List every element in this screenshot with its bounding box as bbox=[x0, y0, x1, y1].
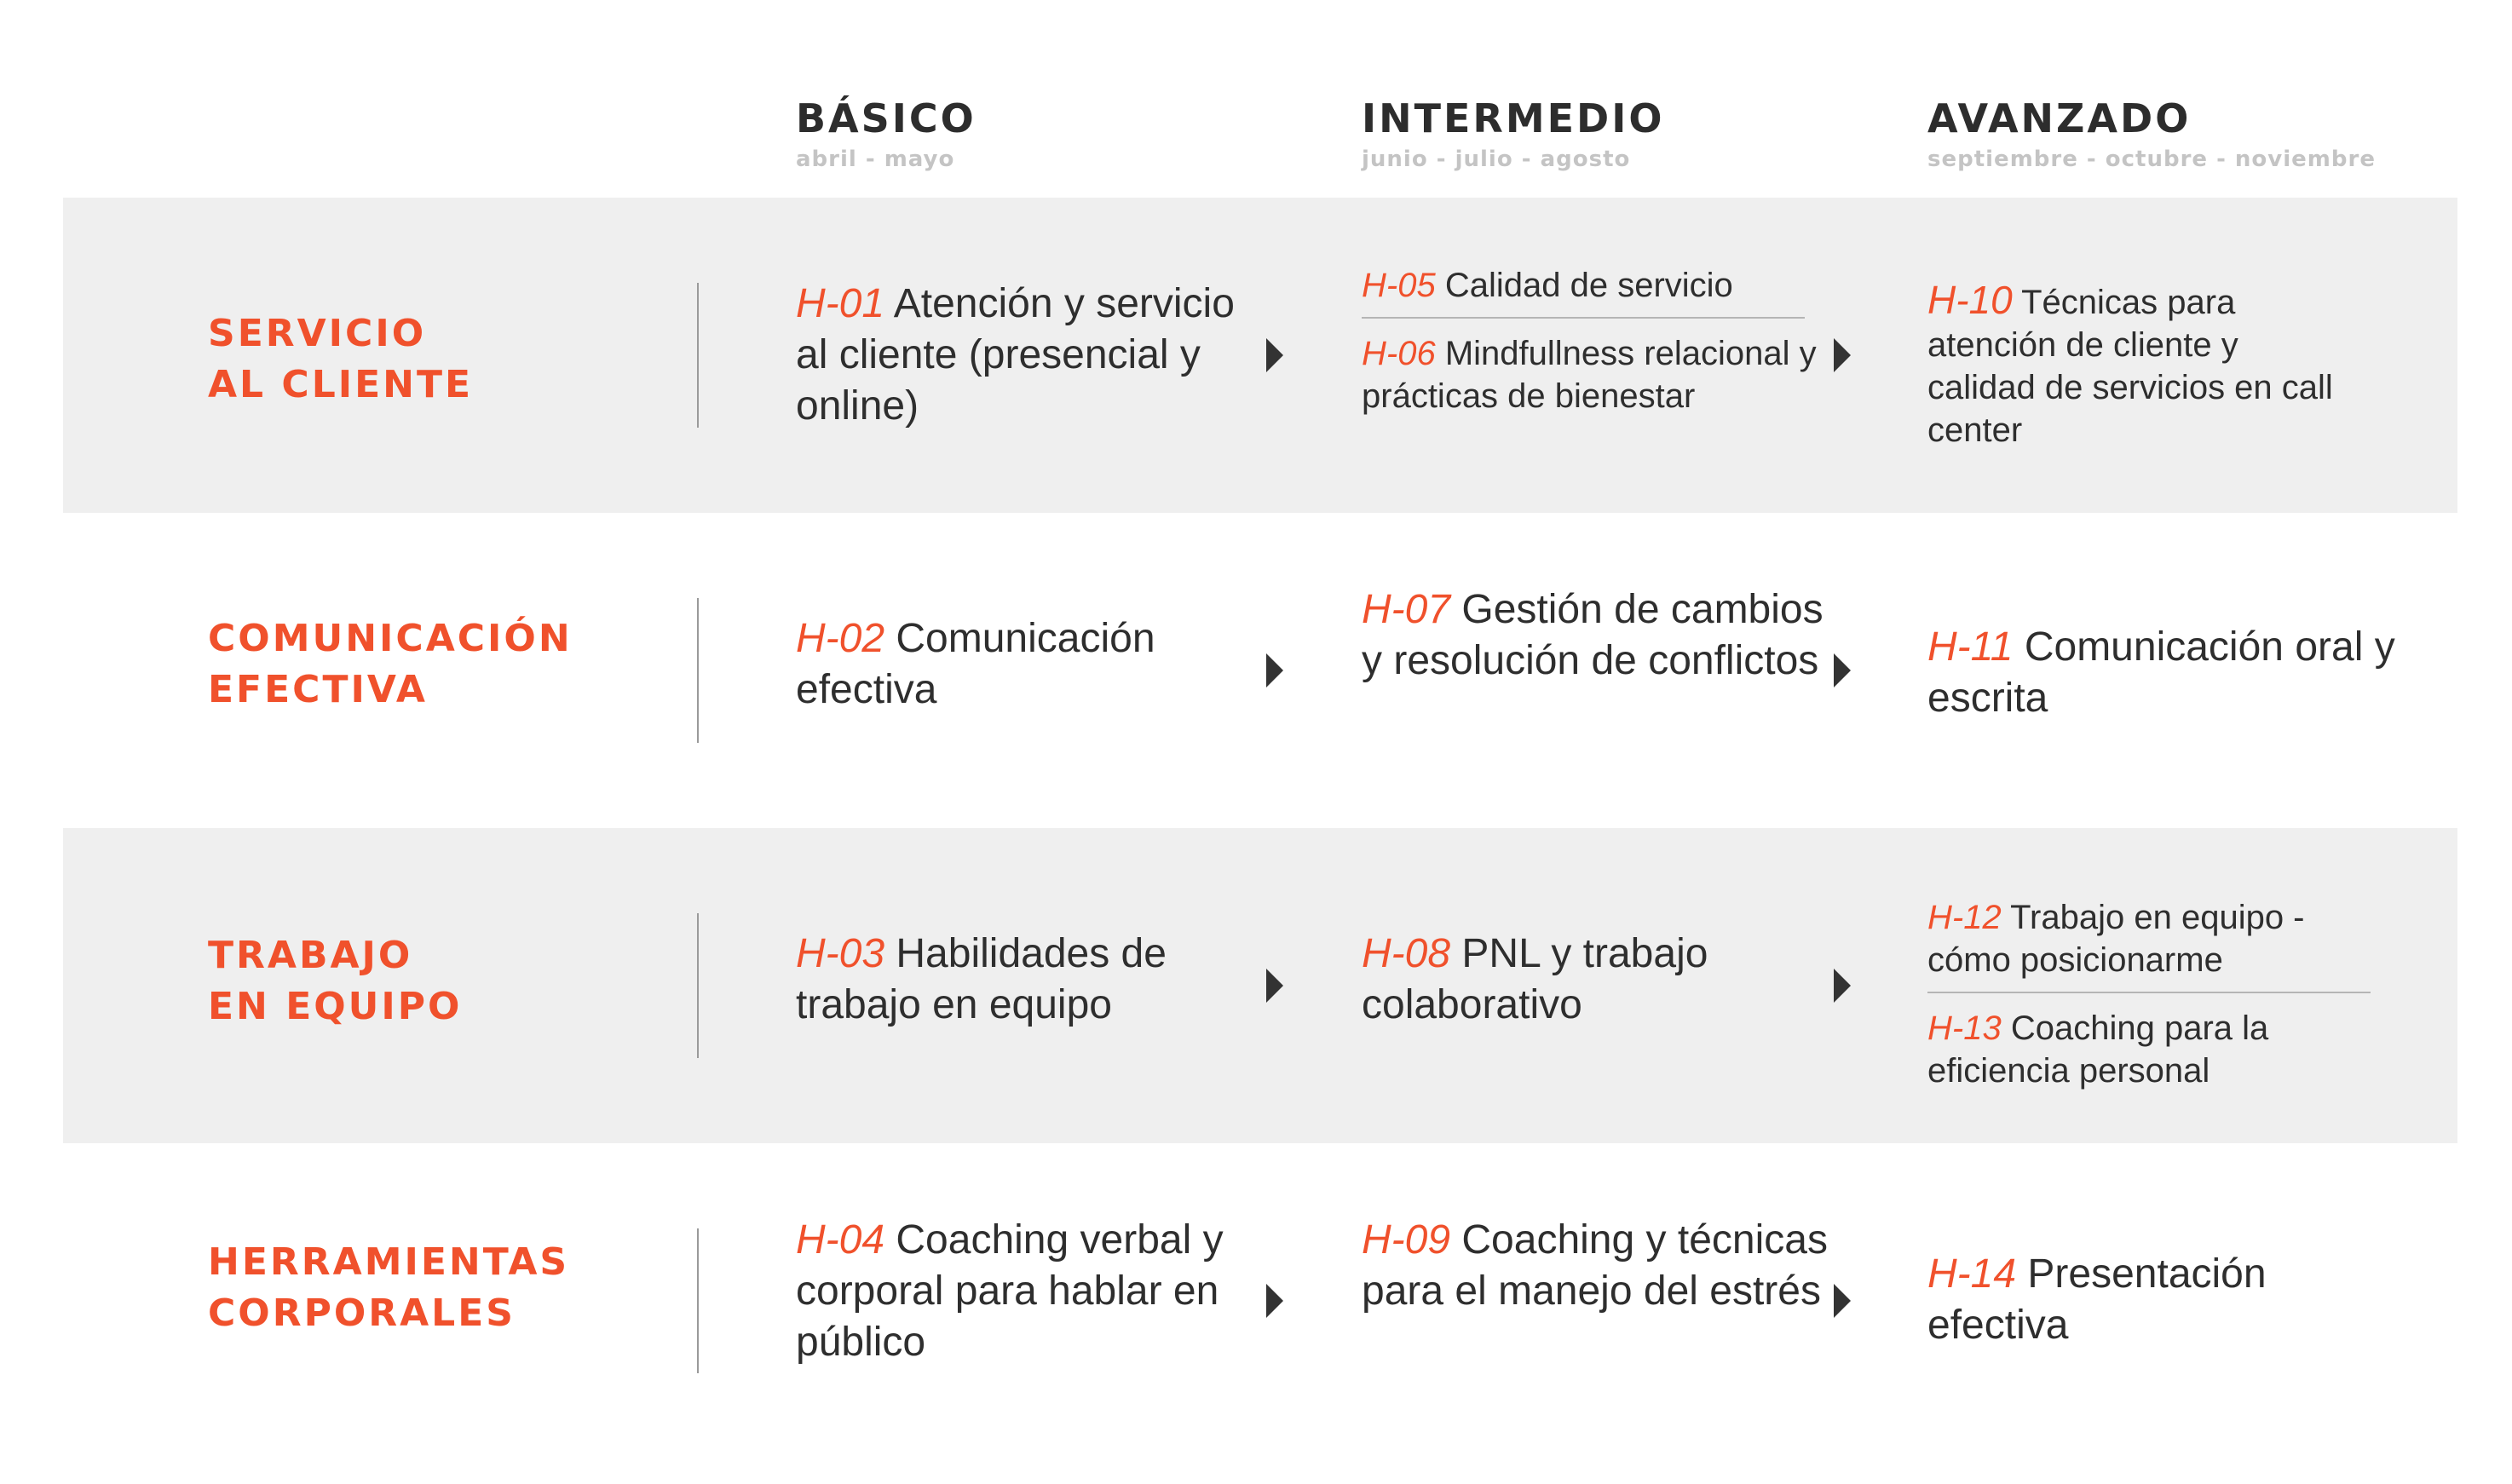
column-header-intermediate bbox=[1362, 92, 1664, 174]
level-months: abril - mayo bbox=[796, 147, 955, 172]
arrow-right-icon bbox=[1266, 1284, 1283, 1318]
course-title: Atención y servicio al cliente (presencial y online) bbox=[796, 281, 1235, 429]
category-line: EFECTIVA bbox=[208, 668, 428, 711]
row-herramientas-corporales bbox=[63, 1143, 2457, 1458]
column-header-basic bbox=[796, 92, 977, 174]
course-code: H-11 bbox=[1927, 624, 2014, 670]
category-label bbox=[208, 1237, 569, 1339]
level-title: BÁSICO bbox=[796, 95, 977, 141]
course-basic bbox=[796, 279, 1273, 432]
course-code: H-12 bbox=[1927, 899, 2002, 936]
course-code: H-06 bbox=[1362, 335, 1436, 372]
course-basic bbox=[796, 929, 1273, 1031]
course-code: H-05 bbox=[1362, 267, 1436, 304]
course-item bbox=[1927, 1007, 2371, 1092]
course-code: H-08 bbox=[1362, 931, 1451, 976]
course-title: Mindfullness relacional y prácticas de bienestar bbox=[1362, 335, 1817, 415]
arrow-right-icon bbox=[1834, 338, 1851, 372]
row-trabajo-en-equipo bbox=[63, 828, 2457, 1143]
course-code: H-03 bbox=[796, 931, 885, 976]
course-title: Gestión de cambios y resolución de conflictos bbox=[1362, 587, 1824, 683]
course-advanced bbox=[1927, 622, 2405, 724]
course-code: H-13 bbox=[1927, 1009, 2002, 1047]
course-title: Trabajo en equipo - cómo posicionarme bbox=[1927, 899, 2305, 979]
item-separator bbox=[1927, 992, 2371, 993]
category-label bbox=[208, 308, 473, 411]
category-line: EN EQUIPO bbox=[208, 985, 463, 1028]
course-advanced bbox=[1927, 279, 2354, 452]
course-intermediate bbox=[1362, 264, 1839, 417]
course-title: PNL y trabajo colaborativo bbox=[1362, 931, 1708, 1027]
arrow-right-icon bbox=[1834, 969, 1851, 1003]
course-advanced bbox=[1927, 1249, 2405, 1351]
course-code: H-07 bbox=[1362, 587, 1451, 632]
level-title: AVANZADO bbox=[1927, 95, 2192, 141]
arrow-right-icon bbox=[1266, 338, 1283, 372]
column-header-advanced bbox=[1927, 92, 2376, 174]
course-title: Calidad de servicio bbox=[1444, 267, 1733, 304]
course-code: H-02 bbox=[796, 616, 885, 661]
category-label bbox=[208, 930, 462, 1032]
row-divider bbox=[697, 598, 699, 743]
category-line: SERVICIO bbox=[208, 312, 427, 355]
category-line: TRABAJO bbox=[208, 934, 413, 977]
course-advanced bbox=[1927, 896, 2371, 1092]
row-comunicacion-efectiva bbox=[63, 513, 2457, 828]
course-title: Comunicación oral y escrita bbox=[1927, 624, 2395, 721]
course-code: H-09 bbox=[1362, 1217, 1451, 1263]
course-basic bbox=[796, 1215, 1273, 1368]
course-item bbox=[1362, 332, 1839, 417]
row-divider bbox=[697, 283, 699, 428]
level-months: junio - julio - agosto bbox=[1362, 147, 1631, 172]
level-title: INTERMEDIO bbox=[1362, 95, 1665, 141]
arrow-right-icon bbox=[1266, 653, 1283, 687]
course-title: Coaching para la eficiencia personal bbox=[1927, 1009, 2269, 1090]
course-code: H-10 bbox=[1927, 278, 2013, 322]
course-basic bbox=[796, 613, 1273, 716]
level-months: septiembre - octubre - noviembre bbox=[1927, 147, 2376, 172]
course-intermediate bbox=[1362, 1215, 1839, 1317]
course-title: Técnicas para atención de cliente y calidad de servicios en call center bbox=[1927, 284, 2333, 449]
arrow-right-icon bbox=[1834, 653, 1851, 687]
course-intermediate bbox=[1362, 584, 1839, 687]
course-title: Coaching y técnicas para el manejo del estrés bbox=[1362, 1217, 1828, 1314]
course-item bbox=[1927, 896, 2371, 981]
item-separator bbox=[1362, 317, 1805, 319]
course-code: H-01 bbox=[796, 281, 885, 326]
course-title: Coaching verbal y corporal para hablar en público bbox=[796, 1217, 1224, 1365]
course-intermediate bbox=[1362, 929, 1839, 1031]
course-code: H-04 bbox=[796, 1217, 885, 1263]
arrow-right-icon bbox=[1834, 1284, 1851, 1318]
row-servicio-al-cliente bbox=[63, 198, 2457, 513]
course-code: H-14 bbox=[1927, 1251, 2017, 1297]
course-title: Habilidades de trabajo en equipo bbox=[796, 931, 1167, 1027]
row-divider bbox=[697, 1228, 699, 1373]
category-line: AL CLIENTE bbox=[208, 363, 474, 406]
course-item bbox=[1362, 264, 1839, 307]
course-title: Presentación efectiva bbox=[1927, 1251, 2267, 1348]
category-line: CORPORALES bbox=[208, 1291, 516, 1335]
row-divider bbox=[697, 913, 699, 1058]
course-title: Comunicación efectiva bbox=[796, 616, 1155, 712]
category-line: COMUNICACIÓN bbox=[208, 617, 573, 660]
category-line: HERRAMIENTAS bbox=[208, 1240, 570, 1284]
arrow-right-icon bbox=[1266, 969, 1283, 1003]
category-label bbox=[208, 613, 573, 716]
